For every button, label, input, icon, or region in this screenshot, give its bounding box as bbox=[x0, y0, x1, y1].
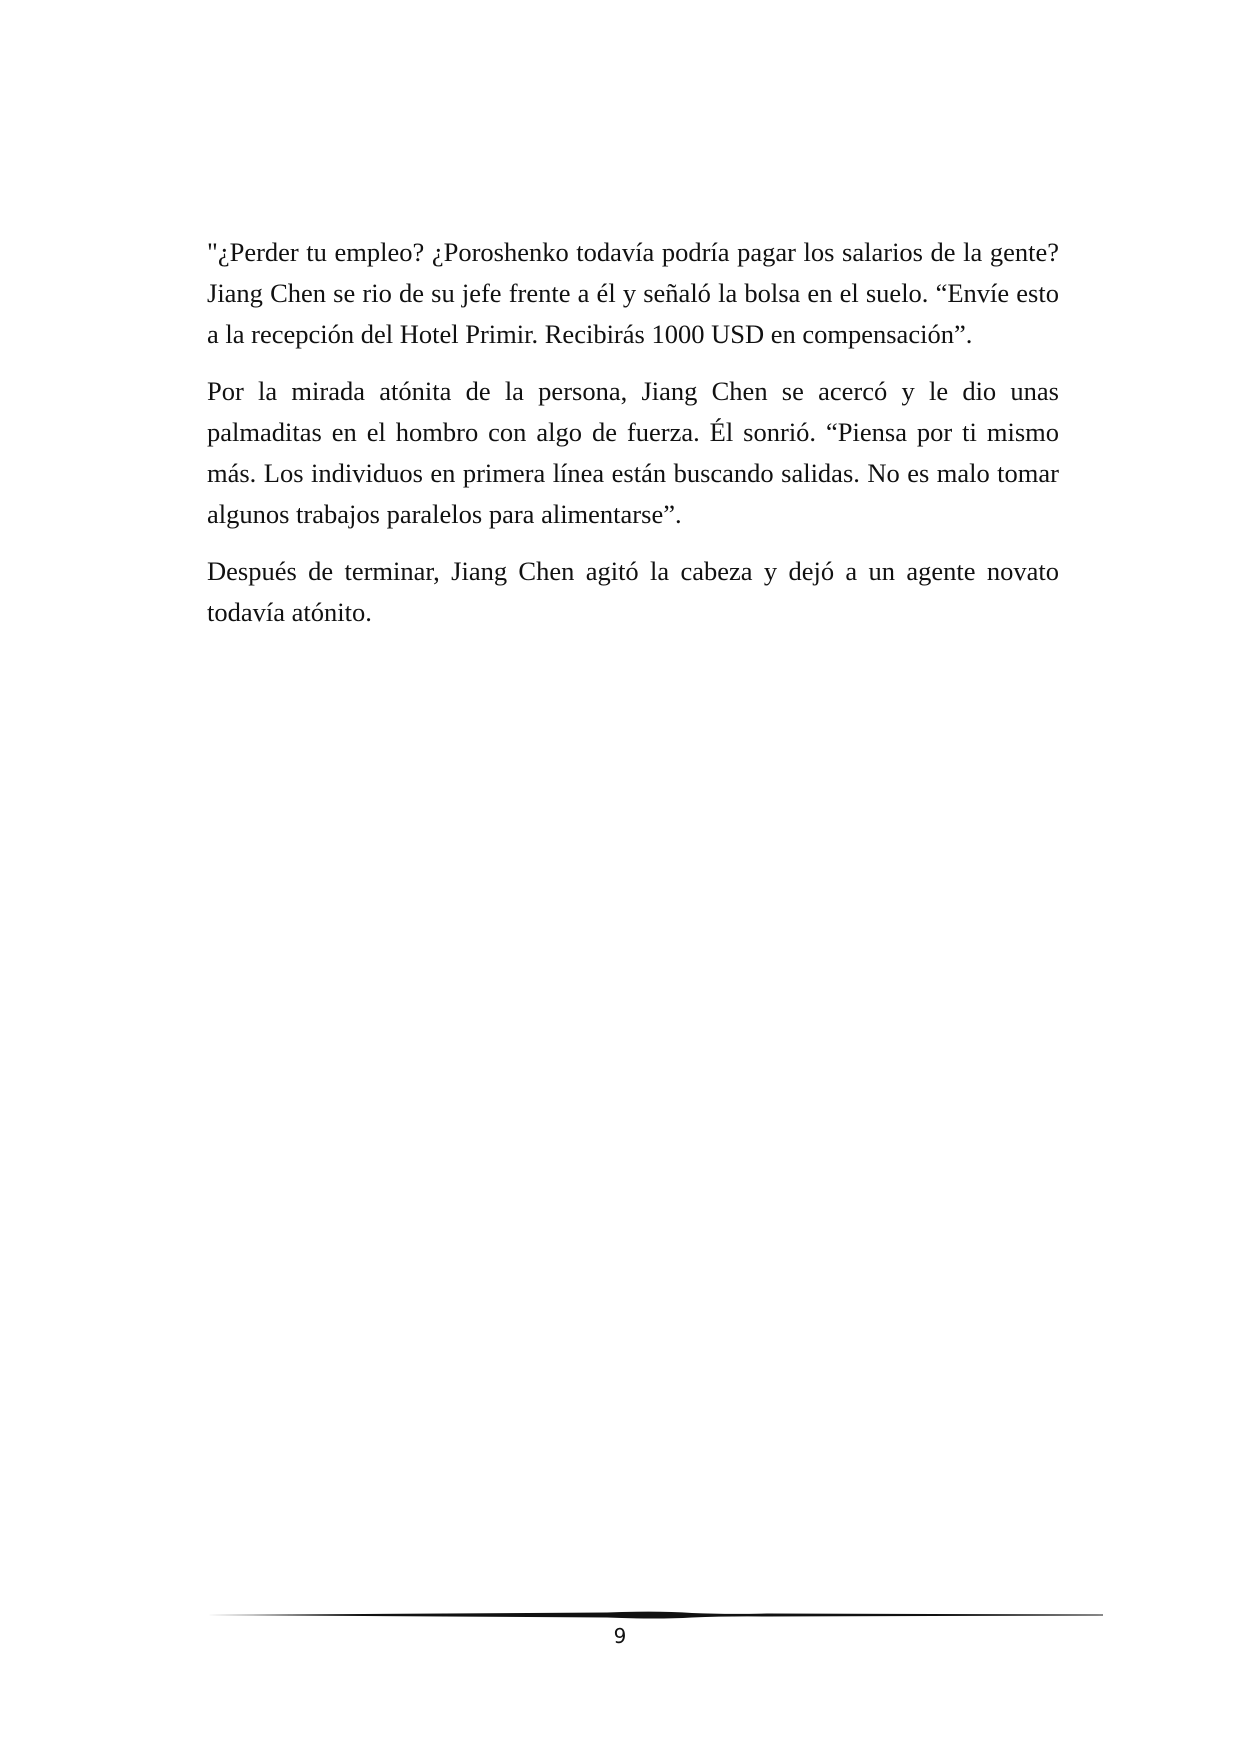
paragraph-3: Después de terminar, Jiang Chen agitó la cabeza y dejó a un agente novato todavía atónito. bbox=[207, 556, 1059, 627]
footer-divider bbox=[207, 1605, 1103, 1625]
body-text bbox=[207, 232, 1059, 649]
paragraph-1: "¿Perder tu empleo? ¿Poroshenko todavía podría pagar los salarios de la gente? Jiang Chen se rio de su jefe frente a él y señaló la bolsa en el suelo. “Envíe esto a la recepción del Hotel Primir. Recibirás 1000 USD en compensación”. bbox=[207, 237, 1059, 349]
paragraph-2: Por la mirada atónita de la persona, Jiang Chen se acercó y le dio unas palmaditas en el hombro con algo de fuerza. Él sonrió. “Piensa por ti mismo más. Los individuos en primera línea están buscando salidas. No es malo tomar algunos trabajos paralelos para alimentarse”. bbox=[207, 376, 1059, 529]
page-number: 9 bbox=[613, 1624, 627, 1648]
